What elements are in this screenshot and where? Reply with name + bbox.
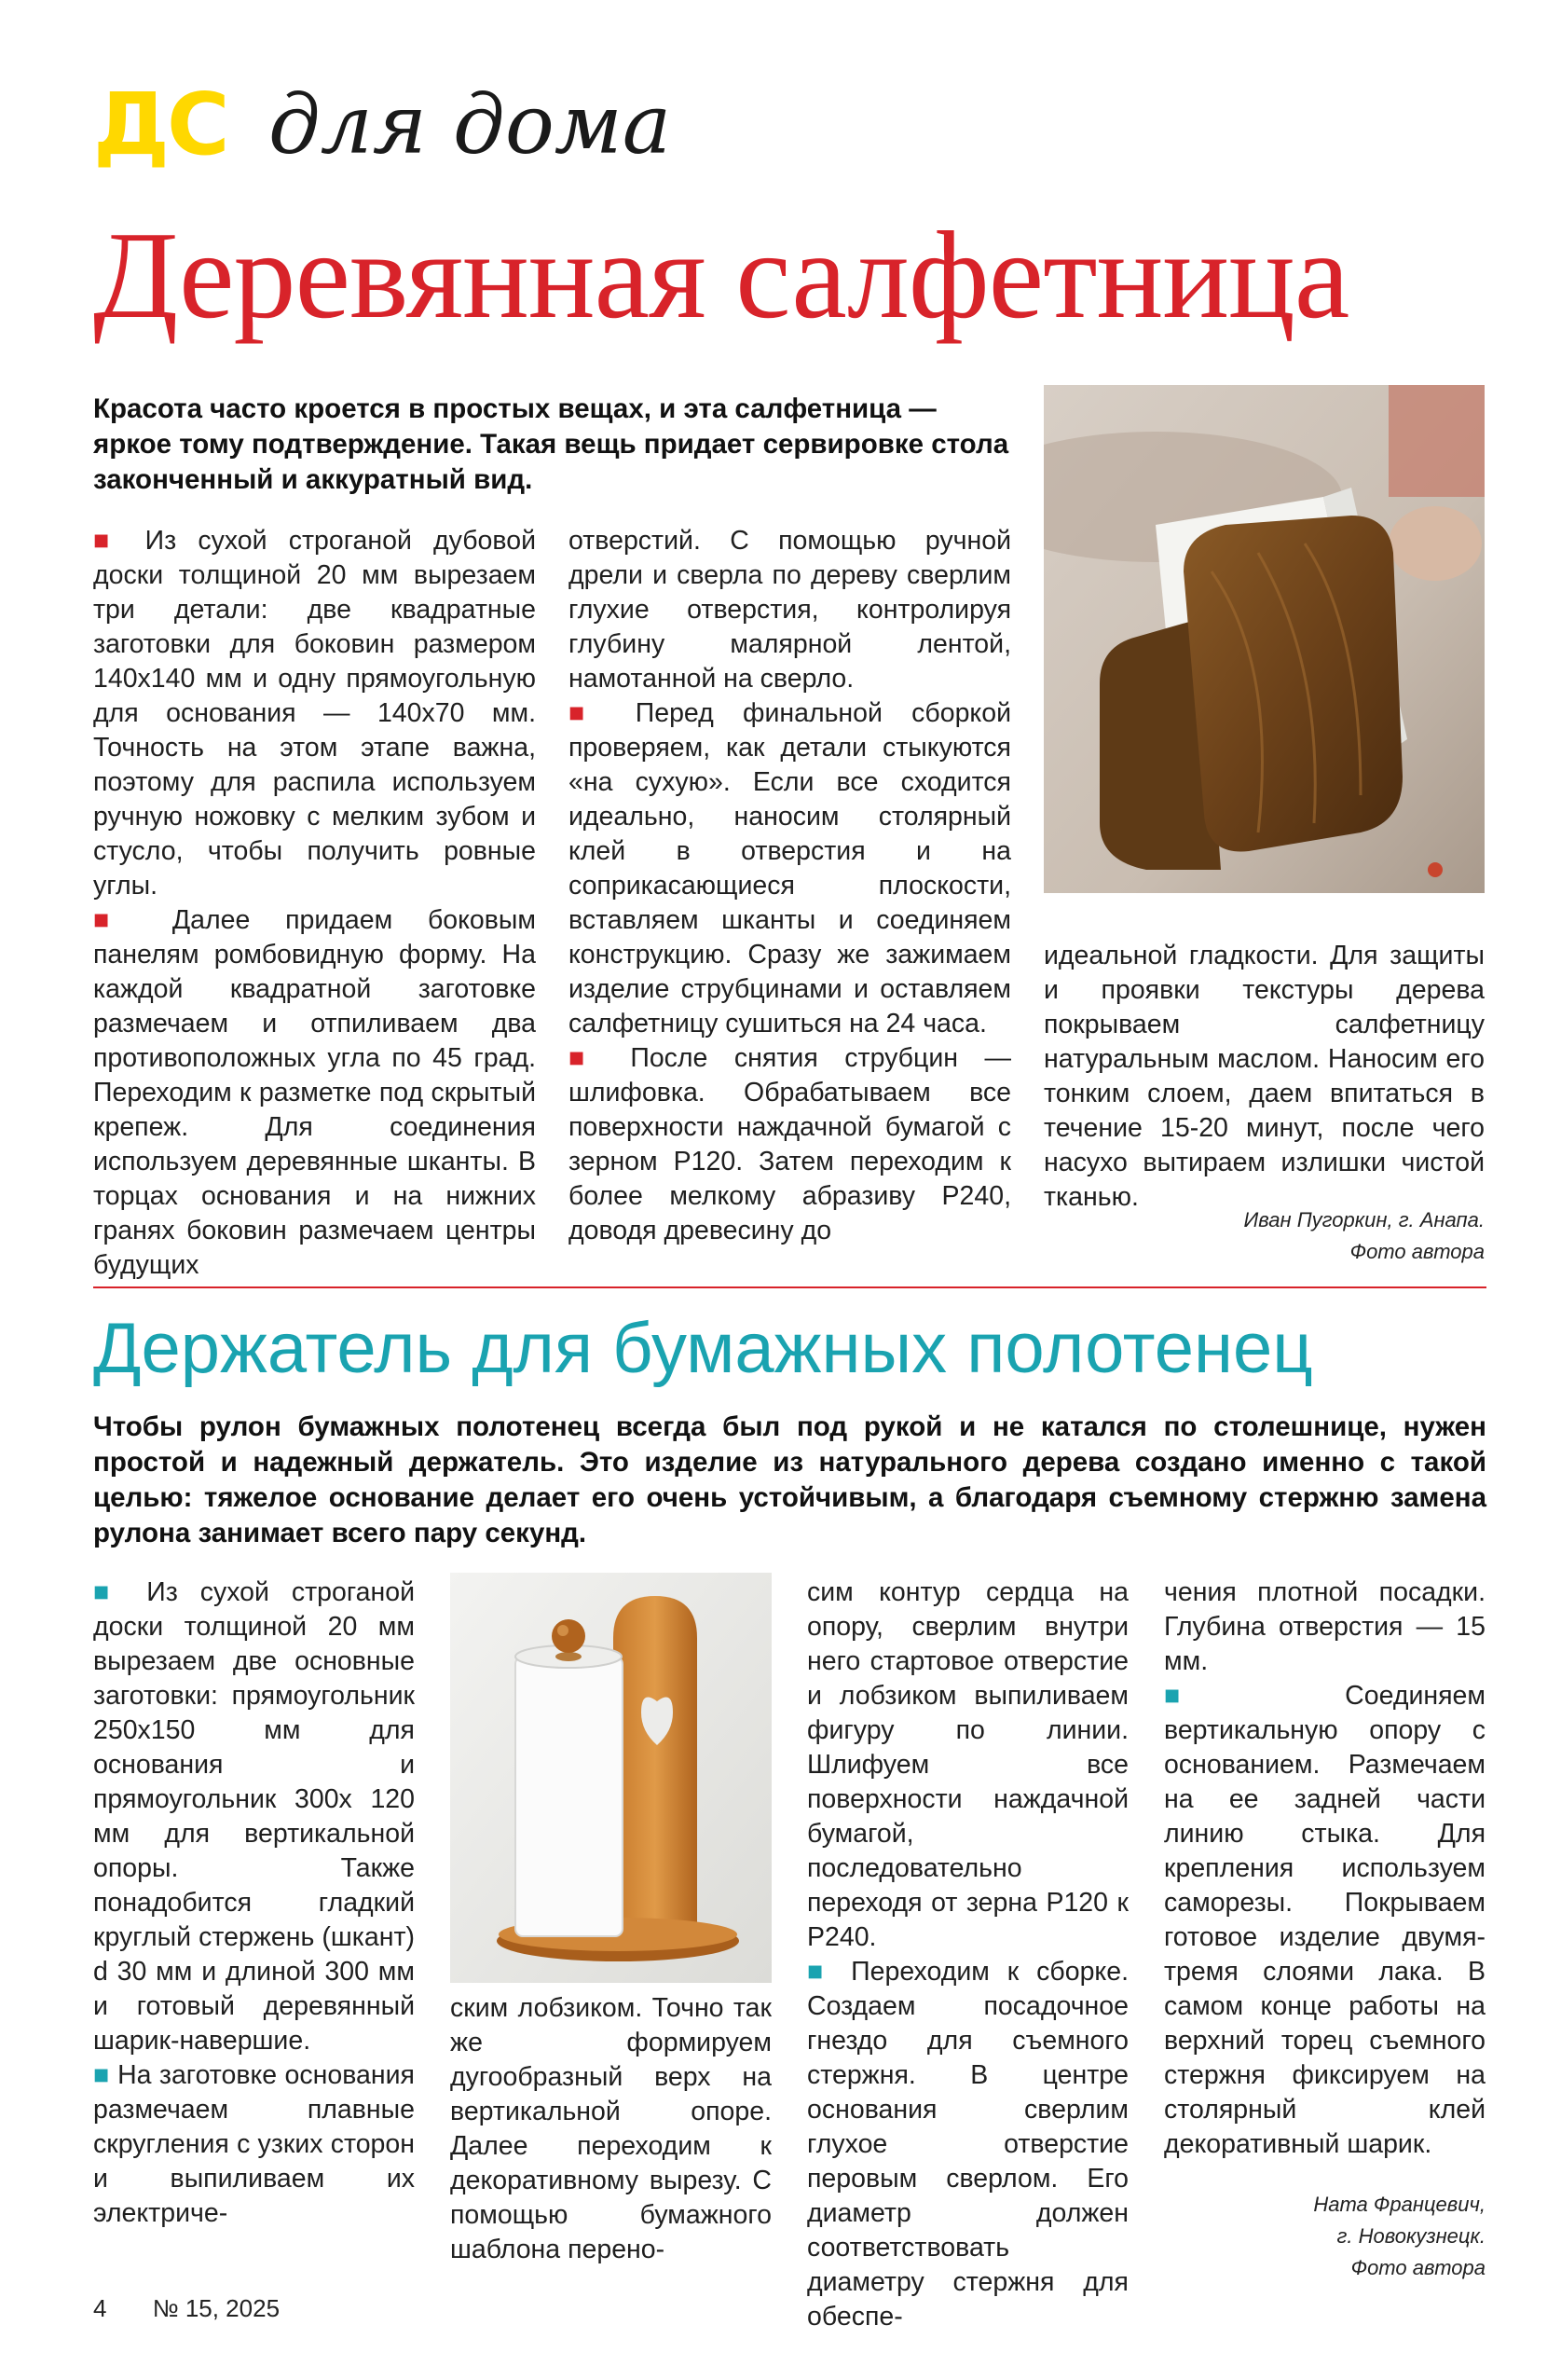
article2-paragraph: ■ Из сухой строганой доски толщиной 20 мм вырезаем две основные заготовки: прямоугольник 250х150 мм для основания и прямоугольник 300х 120 мм для вертикальной опоры. Также понадобится гладкий круглый стержень (шкант) d 30 мм и длиной 300 мм и готовый деревянный шарик-навершие.	[93, 1575, 415, 2058]
article2-paragraph: ■ На заготовке основания размечаем плавные скругления с узких сторон и выпиливаем их электриче-	[93, 2058, 415, 2231]
page-footer	[93, 2290, 280, 2327]
article2-column-1	[93, 1575, 415, 2231]
article2-signature	[1164, 2189, 1486, 2284]
page-number: 4	[93, 2294, 107, 2322]
issue-number: № 15, 2025	[152, 2294, 281, 2322]
article2-column-3	[807, 1575, 1129, 2334]
article-divider	[93, 1286, 1486, 1288]
article2-column-2	[450, 1991, 772, 2267]
article2-photo-credit: Фото автора	[1350, 2256, 1486, 2279]
article1-photo-credit: Фото автора	[1349, 1240, 1485, 1263]
towel-holder-photo	[450, 1573, 772, 1983]
article1-author: Иван Пугоркин, г. Анапа.	[1243, 1208, 1485, 1231]
article1-paragraph: ■ Перед финальной сборкой проверяем, как детали стыкуются «на сухую». Если все сходится идеально, наносим столярный клей в отверстия и на соприкасающиеся плоскости, вставляем шканты и соединяем конструкцию. Сразу же зажимаем изделие струбцинами и оставляем салфетницу сушиться на 24 часа.	[568, 696, 1011, 1041]
article2-paragraph: ским лобзиком. Точно так же формируем дугообразный верх на вертикальной опоре. Далее переходим к декоративному вырезу. С помощью бумажного шаблона перено-	[450, 1993, 772, 2264]
article1-title: Деревянная салфетница	[93, 206, 1349, 344]
article2-column-4	[1164, 1575, 1486, 2162]
article1-signature	[1044, 1204, 1485, 1268]
article1-column-3	[1044, 939, 1485, 1215]
article1-paragraph: ■ Из сухой строганой дубовой доски толщиной 20 мм вырезаем три детали: две квадратные заготовки для боковин размером 140х140 мм и одну прямоугольную для основания — 140х70 мм. Точность на этом этапе важна, поэтому для распила используем ручную ножовку с мелким зубом и стусло, чтобы получить ровные углы.	[93, 524, 536, 903]
napkin-holder-photo	[1044, 385, 1485, 893]
article2-paragraph: ■ Переходим к сборке. Создаем посадочное гнездо для съемного стержня. В центре основания сверлим глухое отверстие перовым сверлом. Его диаметр должен соответствовать диаметру стержня для обеспе-	[807, 1955, 1129, 2334]
article1-column-1	[93, 524, 536, 1283]
article1-paragraph: ■ Далее придаем боковым панелям ромбовидную форму. На каждой квадратной заготовке размечаем и отпиливаем два противоположных угла по 45 град. Переходим к разметке под скрытый крепеж. Для соединения используем деревянные шканты. В торцах основания и на нижних гранях боковин размечаем центры будущих	[93, 903, 536, 1283]
article2-author: Ната Францевич,	[1313, 2193, 1486, 2216]
article2-paragraph: сим контур сердца на опору, сверлим внутри него стартовое отверстие и лобзиком выпиливаем фигуру по линии. Шлифуем все поверхности наждачной бумагой, последовательно переходя от зерна P120 к P240.	[807, 1577, 1129, 1952]
section-title: для дома	[268, 76, 672, 172]
article1-lead: Красота часто кроется в простых вещах, и эта салфетница — яркое тому подтверждение. Такая вещь придает сервировке стола законченный и аккуратный вид.	[93, 393, 1009, 495]
article2-title: Держатель для бумажных полотенец	[93, 1309, 1313, 1388]
article1-column-2	[568, 524, 1011, 1248]
article2-paragraph: ■ Соединяем вертикальную опору с основанием. Размечаем на ее задней части линию стыка. Для крепления используем саморезы. Покрываем готовое изделие двумя-тремя слоями лака. В самом конце работы на верхний торец съемного стержня фиксируем на столярный клей декоративный шарик.	[1164, 1679, 1486, 2162]
article2-paragraph: чения плотной посадки. Глубина отверстия — 15 мм.	[1164, 1577, 1486, 1676]
logo-text: ДС	[93, 75, 227, 174]
article2-lead: Чтобы рулон бумажных полотенец всегда был под рукой и не катался по столешнице, нужен простой и надежный держатель. Это изделие из натурального дерева создано именно с такой целью: тяжелое основание делает его очень устойчивым, а благодаря съемному стержню замена рулона занимает всего пару секунд.	[93, 1411, 1486, 1548]
article1-paragraph: отверстий. С помощью ручной дрели и сверла по дереву сверлим глухие отверстия, контролируя глубину малярной лентой, намотанной на сверло.	[568, 526, 1011, 694]
article1-paragraph: ■ После снятия струбцин — шлифовка. Обрабатываем все поверхности наждачной бумагой с зерном P120. Затем переходим к более мелкому абразиву P240, доводя древесину до	[568, 1041, 1011, 1248]
article1-paragraph: идеальной гладкости. Для защиты и проявки текстуры дерева покрываем салфетницу натуральным маслом. Наносим его тонким слоем, даем впитаться в течение 15-20 минут, после чего насухо вытираем излишки чистой тканью.	[1044, 941, 1485, 1212]
article2-city: г. Новокузнецк.	[1336, 2224, 1486, 2248]
